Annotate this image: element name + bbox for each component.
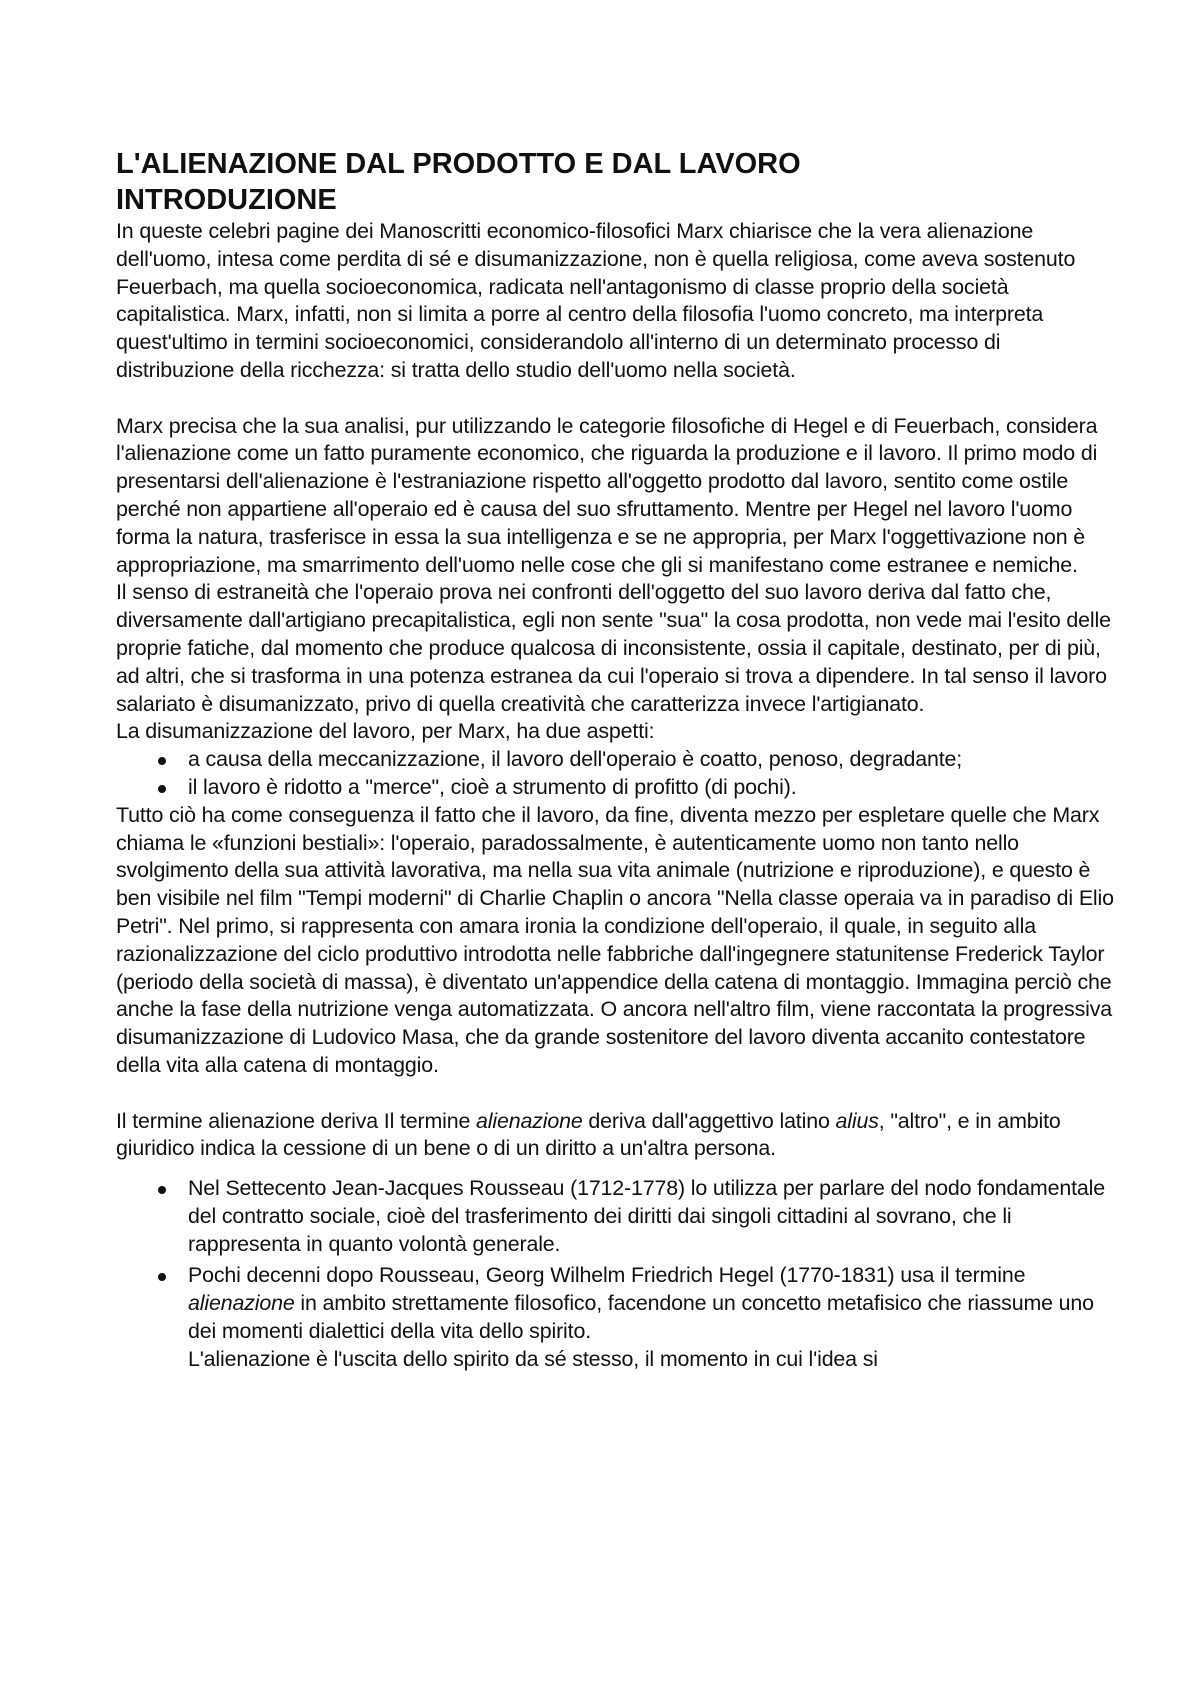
etymology-text-a: Il termine alienazione deriva Il termine bbox=[116, 1108, 477, 1133]
document-title: L'ALIENAZIONE DAL PRODOTTO E DAL LAVORO bbox=[116, 148, 801, 180]
list-item-text-a: Pochi decenni dopo Rousseau, Georg Wilhelm Friedrich Hegel (1770-1831) usa il termine bbox=[188, 1263, 1026, 1288]
paragraph-intro: In queste celebri pagine dei Manoscritti economico-filosofici Marx chiarisce che la vera alienazione dell'uomo, intesa come perdita di sé e disumanizzazione, non è quella religiosa, come aveva sostenuto Feuerbach, ma quella socioeconomica, radicata nell'antagonismo di classe proprio della società capitalistica. Marx, infatti, non si limita a porre al centro della filosofia l'uomo concreto, ma interpreta quest'ultimo in termini socioeconomici, considerandolo all'interno di un determinato processo di distribuzione della ricchezza: si tratta dello studio dell'uomo nella società. bbox=[116, 219, 1076, 382]
paragraph-spacer bbox=[116, 1080, 1116, 1108]
list-item-text-b: in ambito strettamente filosofico, facendone un concetto metafisico che riassume uno dei momenti dialettici della vita dello spirito. bbox=[188, 1291, 1094, 1344]
paragraph-aspects-intro: La disumanizzazione del lavoro, per Marx, ha due aspetti: bbox=[116, 719, 655, 744]
aspects-list bbox=[116, 746, 1116, 802]
paragraph-spacer bbox=[116, 1163, 1116, 1175]
etymology-latin: alius bbox=[835, 1108, 879, 1133]
list-item bbox=[188, 746, 1116, 774]
paragraph-analysis: Marx precisa che la sua analisi, pur utilizzando le categorie filosofiche di Hegel e di Feuerbach, considera l'alienazione come un fatto puramente economico, che riguarda la produzione e il lavoro. Il primo modo di presentarsi dell'alienazione è l'estraniazione rispetto all'oggetto prodotto dal lavoro, sentito come ostile perché non appartiene all'operaio ed è causa del suo sfruttamento. Mentre per Hegel nel lavoro l'uomo forma la natura, trasferisce in essa la sua intelligenza e se ne appropria, per Marx l'oggettivazione non è appropriazione, ma smarrimento dell'uomo nelle cose che gli si manifestano come estranee e nemiche. bbox=[116, 413, 1098, 577]
list-item-text: Nel Settecento Jean-Jacques Rousseau (1712-1778) lo utilizza per parlare del nodo fondamentale del contratto sociale, cioè del trasferimento dei diritti dai singoli cittadini al sovrano, che li rappresenta in quanto volontà generale. bbox=[188, 1176, 1105, 1256]
bullet-icon bbox=[158, 1273, 166, 1281]
bullet-icon bbox=[158, 785, 166, 793]
paragraph-etymology bbox=[116, 1108, 1116, 1164]
list-item-text-c: L'alienazione è l'uscita dello spirito da sé stesso, il momento in cui l'idea si bbox=[188, 1346, 878, 1371]
paragraph-estraneita: Il senso di estraneità che l'operaio prova nei confronti dell'oggetto del suo lavoro deriva dal fatto che, diversamente dall'artigiano precapitalistica, egli non sente "sua" la cosa prodotta, non vede mai l'esito delle proprie fatiche, dal momento che produce qualcosa di inconsistente, ossia il capitale, destinato, per di più, ad altri, che si trasforma in una potenza estranea da cui l'operaio si trova a dipendere. In tal senso il lavoro salariato è disumanizzato, privo di quella creatività che caratterizza invece l'artigianato. bbox=[116, 580, 1111, 716]
bullet-icon bbox=[158, 757, 166, 765]
etymology-text-b: deriva dall'aggettivo latino bbox=[582, 1108, 836, 1133]
document-page bbox=[116, 146, 1116, 1378]
paragraph-spacer bbox=[116, 385, 1116, 413]
list-item bbox=[188, 1262, 1116, 1373]
etymology-text-c: , "altro", e in ambito giuridico indica la cessione di un bene o di un diritto a un'altra persona. bbox=[116, 1108, 1061, 1161]
list-item bbox=[188, 1175, 1116, 1258]
bullet-icon bbox=[158, 1186, 166, 1194]
paragraph-consequences: Tutto ciò ha come conseguenza il fatto che il lavoro, da fine, diventa mezzo per espletare quelle che Marx chiama le «funzioni bestiali»: l'operaio, paradossalmente, è autenticamente uomo non tanto nello svolgimento della sua attività lavorativa, ma nella sua vita animale (nutrizione e riproduzione), e questo è ben visibile nel film "Tempi moderni" di Charlie Chaplin o ancora "Nella classe operaia va in paradiso di Elio Petri". Nel primo, si rappresenta con amara ironia la condizione dell'operaio, il quale, in seguito alla razionalizzazione del ciclo produttivo introdotta nelle fabbriche dall'ingegnere statunitense Frederick Taylor (periodo della società di massa), è diventato un'appendice della catena di montaggio. Immagina perciò che anche la fase della nutrizione venga automatizzata. O ancora nell'altro film, viene raccontata la progressiva disumanizzazione di Ludovico Masa, che da grande sostenitore del lavoro diventa accanito contestatore della vita alla catena di montaggio. bbox=[116, 802, 1114, 1077]
list-item-term: alienazione bbox=[188, 1291, 295, 1316]
history-list bbox=[116, 1175, 1116, 1374]
etymology-term: alienazione bbox=[476, 1108, 583, 1133]
list-item-text: il lavoro è ridotto a "merce", cioè a strumento di profitto (di pochi). bbox=[188, 774, 797, 799]
section-heading: INTRODUZIONE bbox=[116, 184, 337, 216]
list-item bbox=[188, 774, 1116, 802]
list-item-text: a causa della meccanizzazione, il lavoro dell'operaio è coatto, penoso, degradante; bbox=[188, 747, 963, 772]
